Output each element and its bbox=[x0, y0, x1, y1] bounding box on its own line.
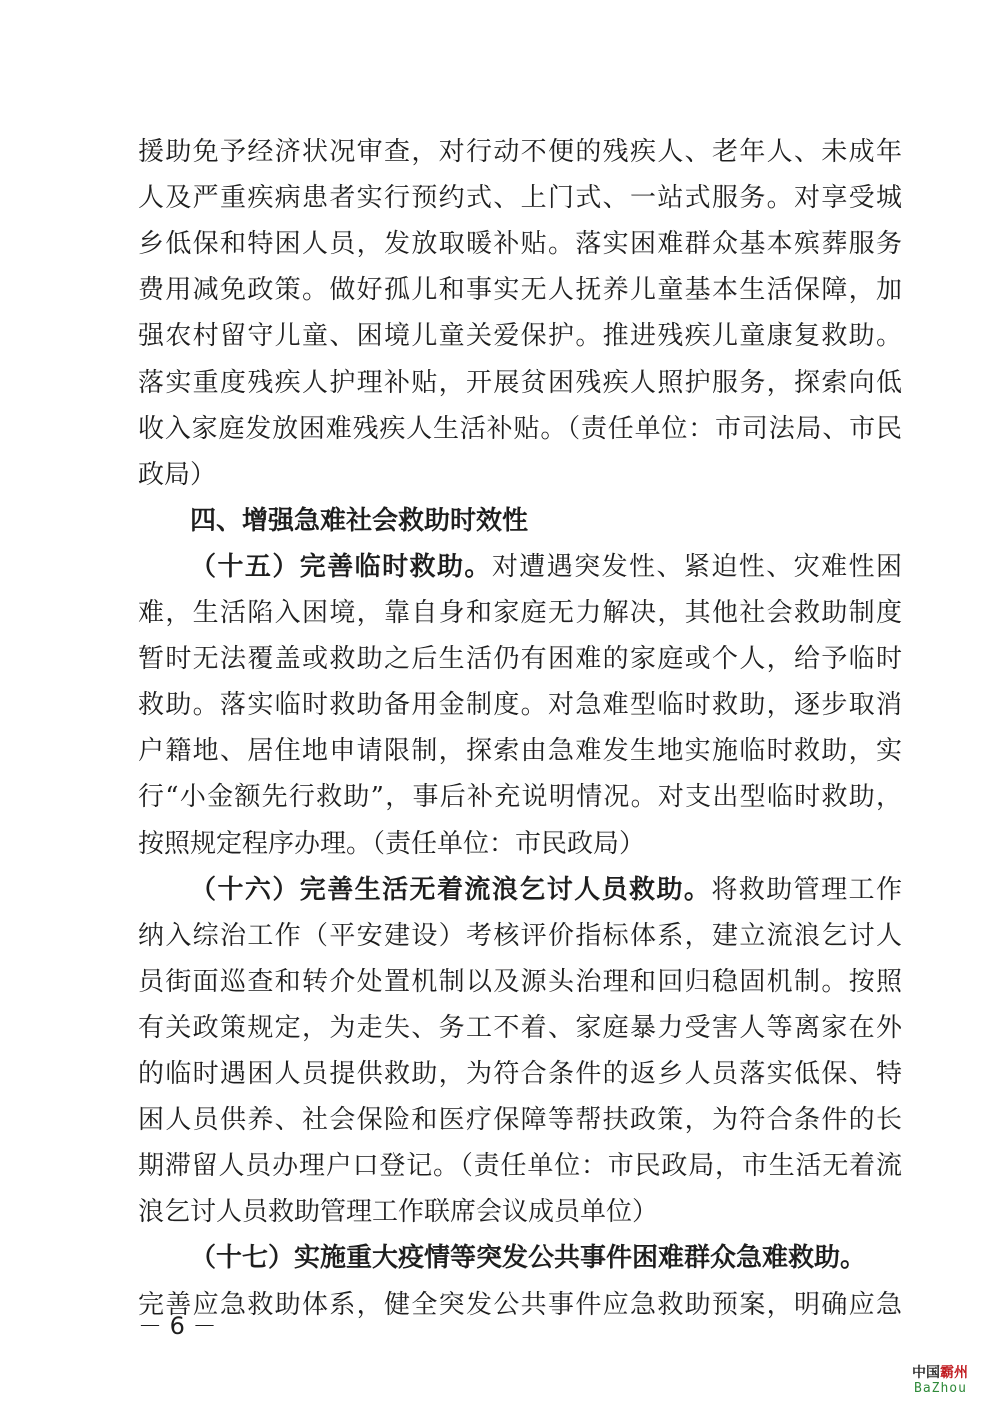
body-line: 援助免予经济状况审查，对行动不便的残疾人、老年人、未成年 bbox=[138, 137, 902, 167]
paragraph-15-first-line bbox=[190, 552, 902, 582]
body-line: 期滞留人员办理户口登记。（责任单位：市民政局，市生活无着流 bbox=[138, 1151, 902, 1181]
body-line: 政局） bbox=[138, 460, 217, 490]
page-number: － 6 － bbox=[138, 1312, 217, 1340]
body-line: 员街面巡查和转介处置机制以及源头治理和回归稳固机制。按照 bbox=[138, 967, 902, 997]
item-16-title: （十六）完善生活无着流浪乞讨人员救助。 bbox=[190, 875, 712, 905]
body-line: 按照规定程序办理。（责任单位：市民政局） bbox=[138, 829, 646, 859]
paragraph-16-first-line bbox=[190, 875, 902, 905]
body-line: 纳入综治工作（平安建设）考核评价指标体系，建立流浪乞讨人 bbox=[138, 921, 902, 951]
body-line: 完善应急救助体系，健全突发公共事件应急救助预案，明确应急 bbox=[138, 1290, 902, 1320]
watermark-en-text: BaZhou bbox=[914, 1381, 967, 1396]
section-heading: 四、增强急难社会救助时效性 bbox=[190, 506, 529, 536]
body-line: 浪乞讨人员救助管理工作联席会议成员单位） bbox=[138, 1197, 659, 1227]
item-15-title: （十五）完善临时救助。 bbox=[190, 552, 492, 582]
body-line: 收入家庭发放困难残疾人生活补贴。（责任单位：市司法局、市民 bbox=[138, 414, 902, 444]
site-watermark-logo bbox=[912, 1362, 992, 1404]
body-line: 行“小金额先行救助”，事后补充说明情况。对支出型临时救助， bbox=[138, 782, 902, 812]
item-17-title: （十七）实施重大疫情等突发公共事件困难群众急难救助。 bbox=[190, 1243, 867, 1273]
body-line: 人及严重疾病患者实行预约式、上门式、一站式服务。对享受城 bbox=[138, 183, 902, 213]
body-line: 有关政策规定，为走失、务工不着、家庭暴力受害人等离家在外 bbox=[138, 1013, 902, 1043]
item-16-text: 将救助管理工作 bbox=[711, 875, 902, 905]
body-line: 救助。落实临时救助备用金制度。对急难型临时救助，逐步取消 bbox=[138, 690, 902, 720]
watermark-cn-text: 中国霸州 bbox=[912, 1365, 968, 1381]
body-line: 难，生活陷入困境，靠自身和家庭无力解决，其他社会救助制度 bbox=[138, 598, 902, 628]
body-line: 乡低保和特困人员，发放取暖补贴。落实困难群众基本殡葬服务 bbox=[138, 229, 902, 259]
item-15-text: 对遭遇突发性、紧迫性、灾难性困 bbox=[491, 552, 902, 582]
body-line: 落实重度残疾人护理补贴，开展贫困残疾人照护服务，探索向低 bbox=[138, 368, 902, 398]
body-line: 户籍地、居住地申请限制，探索由急难发生地实施临时救助，实 bbox=[138, 736, 902, 766]
body-line: 的临时遇困人员提供救助，为符合条件的返乡人员落实低保、特 bbox=[138, 1059, 902, 1089]
body-line: 强农村留守儿童、困境儿童关爱保护。推进残疾儿童康复救助。 bbox=[138, 321, 902, 351]
body-line: 费用减免政策。做好孤儿和事实无人抚养儿童基本生活保障，加 bbox=[138, 275, 902, 305]
body-line: 暂时无法覆盖或救助之后生活仍有困难的家庭或个人，给予临时 bbox=[138, 644, 902, 674]
body-line: 困人员供养、社会保险和医疗保障等帮扶政策，为符合条件的长 bbox=[138, 1105, 902, 1135]
